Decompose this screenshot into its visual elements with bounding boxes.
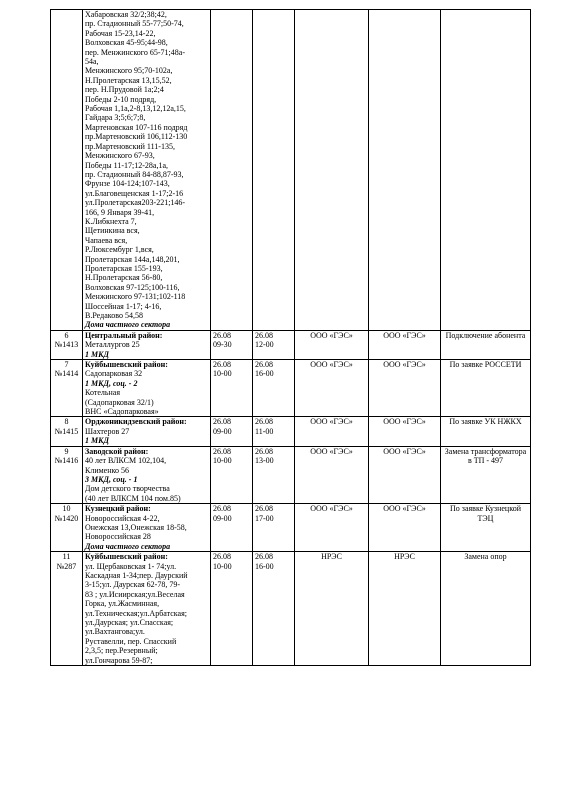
organization-2: ООО «ГЭС» bbox=[383, 330, 426, 340]
reason-line: По заявке РОССЕТИ bbox=[449, 360, 522, 370]
cell-number bbox=[51, 504, 83, 552]
address-line: Пролетарская 155-193, bbox=[85, 263, 163, 273]
cell-address bbox=[83, 446, 211, 503]
request-id: №1413 bbox=[54, 340, 79, 350]
district-name: Заводской район: bbox=[85, 446, 149, 456]
address-line: 3-15;ул. Даурская 62-78, 79- bbox=[85, 580, 181, 590]
reason-line: Замена трансформатора bbox=[444, 446, 527, 456]
address-extra: ВНС «Садопарковая» bbox=[85, 407, 159, 417]
cell-end bbox=[253, 417, 295, 446]
address-line: пр.Мартеновский 111-135, bbox=[85, 141, 175, 151]
cell-address bbox=[83, 360, 211, 417]
address-extra: Котельная bbox=[85, 388, 121, 398]
request-id: №1415 bbox=[54, 426, 79, 436]
end-time: 17-00 bbox=[255, 513, 274, 523]
address-footer: 3 МКД, соц. - 1 bbox=[85, 474, 138, 484]
cell-org2 bbox=[369, 552, 441, 666]
table-row bbox=[51, 360, 531, 417]
row-number: 11 bbox=[62, 552, 71, 562]
address-line: К.Либкнехта 7, bbox=[85, 216, 137, 226]
cell-reason bbox=[441, 504, 531, 552]
cell-org1 bbox=[295, 330, 369, 359]
address-line: Клименко 56 bbox=[85, 465, 129, 475]
organization-2: ООО «ГЭС» bbox=[383, 360, 426, 370]
cell-start bbox=[211, 552, 253, 666]
table-body bbox=[51, 10, 531, 666]
address-line: Менжинского 95;70-102а, bbox=[85, 66, 173, 76]
organization-1: ООО «ГЭС» bbox=[310, 360, 353, 370]
start-date: 26.08 bbox=[213, 552, 231, 562]
address-line: Победы 11-17;12-28а,1а, bbox=[85, 160, 168, 170]
district-name: Орджоникидзевский район: bbox=[85, 417, 187, 427]
cell-org2 bbox=[369, 360, 441, 417]
end-date: 26.08 bbox=[255, 330, 273, 340]
start-time: 09-00 bbox=[213, 513, 232, 523]
address-line: пр. Стадионный 84-88,87-93, bbox=[85, 169, 184, 179]
cell-org1 bbox=[295, 446, 369, 503]
address-line: ул.Благовещенская 1-17;2-16 bbox=[85, 188, 184, 198]
start-time: 10-00 bbox=[213, 561, 232, 571]
start-time: 10-00 bbox=[213, 456, 232, 466]
cell-org1 bbox=[295, 10, 369, 331]
reason-line: Замена опор bbox=[464, 552, 507, 562]
outage-table bbox=[50, 9, 531, 666]
organization-2: ООО «ГЭС» bbox=[383, 446, 426, 456]
organization-1: ООО «ГЭС» bbox=[310, 330, 353, 340]
cell-end bbox=[253, 360, 295, 417]
table-row bbox=[51, 504, 531, 552]
cell-start bbox=[211, 446, 253, 503]
address-line: Щетинкина вся, bbox=[85, 226, 140, 236]
address-line: Менжинского 97-131;102-118 bbox=[85, 292, 186, 302]
cell-start bbox=[211, 504, 253, 552]
address-line: Чапаева вся, bbox=[85, 235, 128, 245]
end-time: 11-00 bbox=[255, 426, 274, 436]
row-number: 10 bbox=[62, 504, 71, 514]
cell-number bbox=[51, 10, 83, 331]
end-time: 13-00 bbox=[255, 456, 274, 466]
reason-line: в ТП - 497 bbox=[467, 456, 504, 466]
cell-number bbox=[51, 446, 83, 503]
district-name: Кузнецкий район: bbox=[85, 504, 151, 514]
cell-address bbox=[83, 417, 211, 446]
table-row bbox=[51, 330, 531, 359]
address-line: ул. Щербаковская 1- 74;ул. bbox=[85, 561, 177, 571]
cell-number bbox=[51, 417, 83, 446]
end-date: 26.08 bbox=[255, 360, 273, 370]
cell-org2 bbox=[369, 446, 441, 503]
address-line: Шахтеров 27 bbox=[85, 426, 130, 436]
address-line: В.Редаково 54,58 bbox=[85, 311, 143, 320]
organization-1: НРЭС bbox=[321, 552, 342, 562]
address-line: Рабочая 1,1а,2-8,13,12,12а,15, bbox=[85, 104, 186, 114]
start-date: 26.08 bbox=[213, 360, 231, 370]
cell-number bbox=[51, 360, 83, 417]
address-line: 40 лет ВЛКСМ 102,104, bbox=[85, 456, 167, 466]
start-date: 26.08 bbox=[213, 504, 231, 514]
organization-1: ООО «ГЭС» bbox=[310, 417, 353, 427]
table-row-continuation bbox=[51, 10, 531, 331]
address-line: Шоссейная 1-17; 4-16, bbox=[85, 301, 162, 311]
cell-number bbox=[51, 330, 83, 359]
address-line: ул.Гончарова 59-87; bbox=[85, 655, 153, 665]
address-line: Н.Пролетарская 13,15,52, bbox=[85, 75, 172, 85]
address-line: ул.Пролетарская203-221;146- bbox=[85, 198, 186, 208]
reason-line: Подключение абонента bbox=[445, 330, 526, 340]
address-line: ул.Даурская; ул.Спасская; bbox=[85, 618, 174, 627]
cell-reason bbox=[441, 10, 531, 331]
row-number: 8 bbox=[64, 417, 69, 427]
organization-2: ООО «ГЭС» bbox=[383, 504, 426, 514]
row-number: 9 bbox=[64, 446, 69, 456]
address-line: Садопарковая 32 bbox=[85, 369, 143, 379]
address-line: Руставелли, пер. Спасский bbox=[85, 636, 177, 646]
cell-address bbox=[83, 552, 211, 666]
end-time: 12-00 bbox=[255, 340, 274, 350]
cell-reason bbox=[441, 330, 531, 359]
address-line: Металлургов 25 bbox=[85, 340, 140, 350]
organization-2: НРЭС bbox=[394, 552, 415, 562]
address-extra: (40 лет ВЛКСМ 104 пом.85) bbox=[85, 493, 181, 503]
address-footer: Дома частного сектора bbox=[85, 541, 171, 551]
row-number: 6 bbox=[64, 330, 69, 340]
cell-reason bbox=[441, 446, 531, 503]
address-line: 166, 9 Января 39-41, bbox=[85, 207, 155, 217]
end-date: 26.08 bbox=[255, 446, 273, 456]
address-line: Фрунзе 104-124;107-143, bbox=[85, 179, 170, 189]
address-line: Менжинского 67-93, bbox=[85, 151, 155, 161]
organization-2: ООО «ГЭС» bbox=[383, 417, 426, 427]
address-line: пр. Стадионный 55-77;50-74, bbox=[85, 19, 184, 29]
end-date: 26.08 bbox=[255, 504, 273, 514]
cell-address bbox=[83, 330, 211, 359]
address-extra: (Садопарковая 32/1) bbox=[85, 397, 154, 407]
cell-start bbox=[211, 10, 253, 331]
reason-line: ТЭЦ bbox=[477, 513, 494, 523]
start-time: 10-00 bbox=[213, 369, 232, 379]
cell-reason bbox=[441, 552, 531, 666]
request-id: №1414 bbox=[54, 369, 79, 379]
table-row bbox=[51, 417, 531, 446]
end-date: 26.08 bbox=[255, 552, 273, 562]
cell-start bbox=[211, 360, 253, 417]
address-line: 2,3,5; пер.Резервный; bbox=[85, 646, 158, 656]
address-line: ул.Вахтангова;ул. bbox=[85, 627, 145, 637]
cell-start bbox=[211, 417, 253, 446]
address-line: Хабаровская 32/2;38;42, bbox=[85, 10, 167, 19]
address-line: Волховская 97-125;100-116, bbox=[85, 282, 180, 292]
start-date: 26.08 bbox=[213, 446, 231, 456]
address-line: Новороссийская 28 bbox=[85, 532, 151, 542]
cell-address bbox=[83, 504, 211, 552]
table-row bbox=[51, 552, 531, 666]
end-time: 16-00 bbox=[255, 561, 274, 571]
address-extra: Дом детского творчества bbox=[85, 484, 170, 494]
cell-org1 bbox=[295, 360, 369, 417]
cell-org1 bbox=[295, 552, 369, 666]
cell-end bbox=[253, 552, 295, 666]
district-name: Куйбышевский район: bbox=[85, 552, 168, 562]
organization-1: ООО «ГЭС» bbox=[310, 504, 353, 514]
address-line: Гайдара 3;5;6;7;8, bbox=[85, 113, 146, 123]
cell-end bbox=[253, 446, 295, 503]
address-line: 54а, bbox=[85, 57, 99, 67]
start-time: 09-30 bbox=[213, 340, 232, 350]
end-date: 26.08 bbox=[255, 417, 273, 427]
address-line: Горка, ул.Жасминная, bbox=[85, 599, 160, 609]
address-footer: 1 МКД bbox=[85, 349, 110, 359]
district-name: Центральный район: bbox=[85, 330, 163, 340]
address-line: 83 ; ул.Исиирская;ул.Веселая bbox=[85, 589, 185, 599]
start-time: 09-00 bbox=[213, 426, 232, 436]
address-line: Онежская 13,Онежская 18-58, bbox=[85, 522, 187, 532]
address-line: Новороссийская 4-22, bbox=[85, 513, 160, 523]
organization-1: ООО «ГЭС» bbox=[310, 446, 353, 456]
address-line: Победы 2-10 подряд, bbox=[85, 94, 157, 104]
reason-line: По заявке Кузнецкой bbox=[450, 504, 521, 514]
address-line: Р.Люксембург 1,вся, bbox=[85, 245, 154, 255]
address-line: Мартеновская 107-116 подряд bbox=[85, 122, 188, 132]
request-id: №1416 bbox=[54, 456, 79, 466]
address-footer: Дома частного сектора bbox=[85, 320, 171, 330]
cell-address bbox=[83, 10, 211, 331]
cell-start bbox=[211, 330, 253, 359]
cell-reason bbox=[441, 360, 531, 417]
address-footer: 1 МКД, соц. - 2 bbox=[85, 378, 138, 388]
row-number: 7 bbox=[64, 360, 69, 370]
table-row bbox=[51, 446, 531, 503]
cell-org2 bbox=[369, 10, 441, 331]
address-line: Рабочая 15-23,14-22, bbox=[85, 28, 156, 38]
cell-org2 bbox=[369, 417, 441, 446]
start-date: 26.08 bbox=[213, 417, 231, 427]
cell-org2 bbox=[369, 330, 441, 359]
cell-number bbox=[51, 552, 83, 666]
address-lines bbox=[85, 10, 208, 320]
start-date: 26.08 bbox=[213, 330, 231, 340]
reason-line: По заявке УК НЖКХ bbox=[449, 417, 522, 427]
address-line: Н.Пролетарская 56-80, bbox=[85, 273, 163, 283]
address-footer: 1 МКД bbox=[85, 436, 110, 446]
address-line: пр.Мартеновский 106,112-130 bbox=[85, 132, 188, 142]
district-name: Куйбышевский район: bbox=[85, 360, 168, 370]
cell-reason bbox=[441, 417, 531, 446]
cell-org2 bbox=[369, 504, 441, 552]
address-line: Пролетарская 144а,148,201, bbox=[85, 254, 180, 264]
cell-end bbox=[253, 504, 295, 552]
address-line: Волховская 45-95;44-98, bbox=[85, 38, 168, 48]
address-line: пер. Менжинского 65-71;48а- bbox=[85, 47, 185, 57]
address-line: пер. Н.Прудовой 1а;2;4 bbox=[85, 85, 164, 95]
cell-end bbox=[253, 10, 295, 331]
cell-org1 bbox=[295, 504, 369, 552]
address-line: ул.Техническая;ул.Арбатская; bbox=[85, 608, 187, 618]
request-id: №287 bbox=[56, 561, 77, 571]
request-id: №1420 bbox=[54, 513, 79, 523]
cell-org1 bbox=[295, 417, 369, 446]
cell-end bbox=[253, 330, 295, 359]
end-time: 16-00 bbox=[255, 369, 274, 379]
address-line: Каскадная 1-34;пер. Даурский bbox=[85, 570, 188, 580]
